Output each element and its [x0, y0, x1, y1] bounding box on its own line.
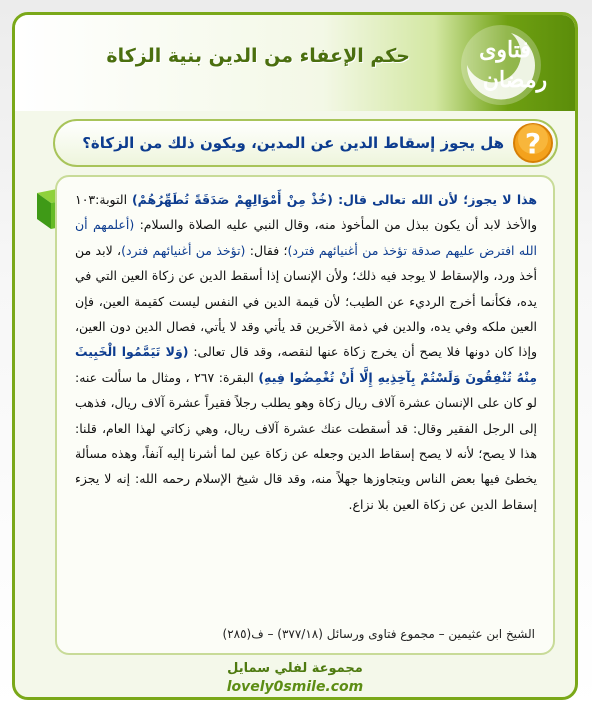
svg-text:?: ?	[524, 127, 542, 160]
quran-verse-2: (وَلا تَيَمَّمُوا الْخَبِيثَ مِنْهُ تُنْفِقُونَ وَلَسْتُمْ بِآخِذِيهِ إِلَّا أَنْ تُغْمِضُوا فِيهِ)	[75, 344, 538, 385]
question-mark-icon	[512, 122, 554, 164]
answer-reference: التوبة:١٠٣ والأخذ لابد أن يكون ببذل من المأخوذ منه، وقال النبي عليه الصلاة والسلام:	[75, 192, 537, 233]
page-title: حكم الإعفاء من الدين بنية الزكاة	[106, 45, 410, 67]
question-box	[53, 119, 558, 167]
quran-verse: (خُذْ مِنْ أَمْوَالِهِمْ صَدَقَةً تُطَهِّرُهُمْ)	[131, 192, 333, 207]
answer-body: ، لابد من أخذ ورد، والإسقاط لا يوجد فيه ذلك؛ ولأن الإنسان إذا أسقط الدين عن زكاة العين التي في يده، فكأنما أخرج الرديء عن الطيب؛ لأن قيمة الدين في النفس ليست كقيمة العين، فإن العين ملكه وفي يده، والدين في ذمة الآخرين قد يأتي وقد لا يأتي، فصال الدين دون العين، وإذا كان دونها فلا يصح أن يخرج زكاة عنها لنقصه، وقد قال تعالى:	[75, 242, 537, 360]
ramadan-logo	[431, 21, 571, 107]
header-banner	[15, 15, 575, 111]
answer-lead: هذا لا يجوز؛ لأن الله تعالى قال:	[332, 192, 537, 207]
fatwa-card	[12, 12, 578, 700]
answer-box	[55, 175, 555, 655]
logo-text-bottom: رمضان	[482, 67, 548, 93]
answer-continuation: ؛ فقال:	[245, 242, 288, 258]
hadith-quote-2: (تؤخذ من أغنيائهم فترد)	[121, 242, 246, 258]
footer-site-link[interactable]: lovely0smile.com	[226, 679, 364, 695]
answer-text	[75, 187, 537, 517]
question-text: هل يجوز إسقاط الدين عن المدين، ويكون ذلك من الزكاة؟	[82, 134, 504, 152]
hadith-quote: (أعلمهم أن الله افترض عليهم صدقة تؤخذ من أغنيائهم فترد)	[75, 217, 537, 258]
logo-text-top: فتاوى	[479, 37, 531, 63]
answer-body-2: البقرة: ٢٦٧ ، ومثال ما سألت عنه: لو كان على الإنسان عشرة آلاف ريال زكاة وهو يطلب رجلاً فقيراً عشرة آلاف ريال، فذهب إلى الرجل الفقير وقال: قد أسقطت عنك عشرة آلاف ريال، وهي زكاتي لهذا العام، قلنا: هذا لا يصح؛ لأنه لا يصح إسقاط الدين وجعله عن زكاة عين لما أشرنا إليه آنفاً، وهذه مسألة يخطئ فيها بعض الناس ويتجاوزها جهلاً منه، وقد قال شيخ الإسلام رحمه الله: إنه لا يجزء إسقاط الدين عن زكاة العين بلا نزاع.	[75, 369, 537, 512]
source-citation: الشيخ ابن عثيمين – مجموع فتاوى ورسائل (٣٧٧/١٨) – ف(٢٨٥)	[222, 627, 535, 641]
footer-arabic: مجموعة لفلي سمايل	[227, 661, 363, 676]
